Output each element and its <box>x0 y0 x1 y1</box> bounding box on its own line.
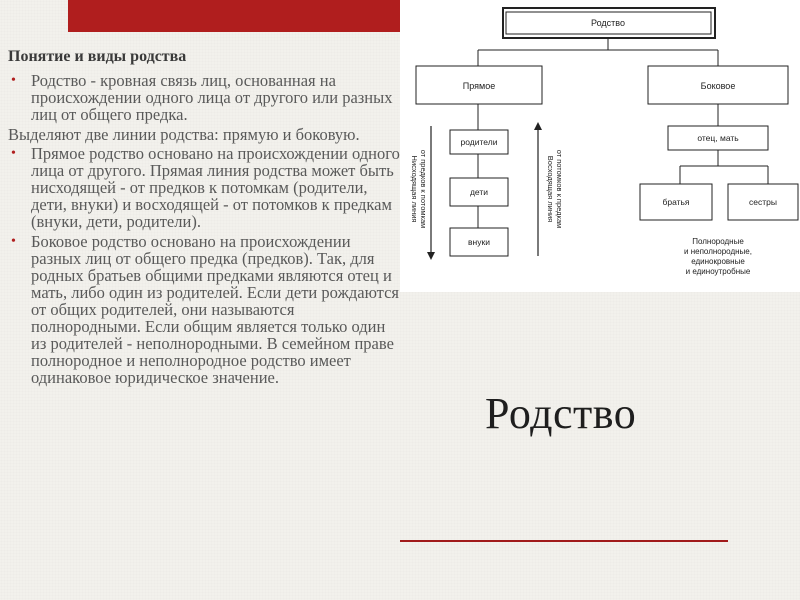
text-column <box>8 48 403 389</box>
grandchildren-label: внуки <box>468 237 490 247</box>
note-line-4: и единоутробные <box>685 267 751 276</box>
bullet-dot-icon: • <box>11 234 16 249</box>
bullet-lateral-kinship-text: Боковое родство основано на происхождении разных лиц от общего предка (предков). Так, для родных братьев общими предками являются отец и мать, либо один из родителей. Если дети рождаются от общих родителей, они называются полнородными. Если общим является только один из родителей - неполнородными. В семейном праве полнородное и неполнородное родство имеет одинаковое юридическое значение. <box>31 232 400 387</box>
section-heading: Понятие и виды родства <box>8 48 187 65</box>
bullet-dot-icon: • <box>11 73 16 88</box>
father-mother-label: отец, мать <box>697 133 739 143</box>
descending-label: Нисходящая линия <box>410 155 419 223</box>
sisters-label: сестры <box>749 197 777 207</box>
bullet-lateral-kinship <box>8 233 403 386</box>
ascending-label: Восходящая линия <box>546 155 555 223</box>
brothers-label: братья <box>662 197 690 207</box>
bullet-dot-icon: • <box>11 146 16 161</box>
kinship-diagram-svg <box>400 0 800 292</box>
accent-underline <box>400 540 728 542</box>
root-label: Родство <box>591 18 625 28</box>
ascending-sublabel: от потомков к предкам <box>555 149 564 229</box>
direct-label: Прямое <box>462 81 496 91</box>
note-line-3: единокровные <box>691 257 745 266</box>
lines-paragraph: Выделяют две линии родства: прямую и боковую. <box>8 125 360 144</box>
note-line-2: и неполнородные, <box>684 247 752 256</box>
bullet-definition-text: Родство - кровная связь лиц, основанная на происхождении одного лица от другого или разных лиц от общего предка. <box>31 71 393 124</box>
parents-label: родители <box>460 137 498 147</box>
children-label: дети <box>469 187 489 197</box>
bullet-direct-kinship-text: Прямое родство основано на происхождении одного лица от другого. Прямая линия родства может быть нисходящей - от предков к потомкам (родители, дети, внуки) и восходящей - от потомков к предкам (внуки, дети, родители). <box>31 144 400 231</box>
kinship-diagram <box>400 0 800 292</box>
bullet-definition <box>8 72 403 123</box>
slide-title: Родство <box>485 389 637 438</box>
lateral-label: Боковое <box>700 81 736 91</box>
bullet-direct-kinship <box>8 145 403 230</box>
note-line-1: Полнородные <box>692 237 744 246</box>
descending-sublabel: от предков к потомкам <box>419 149 428 229</box>
